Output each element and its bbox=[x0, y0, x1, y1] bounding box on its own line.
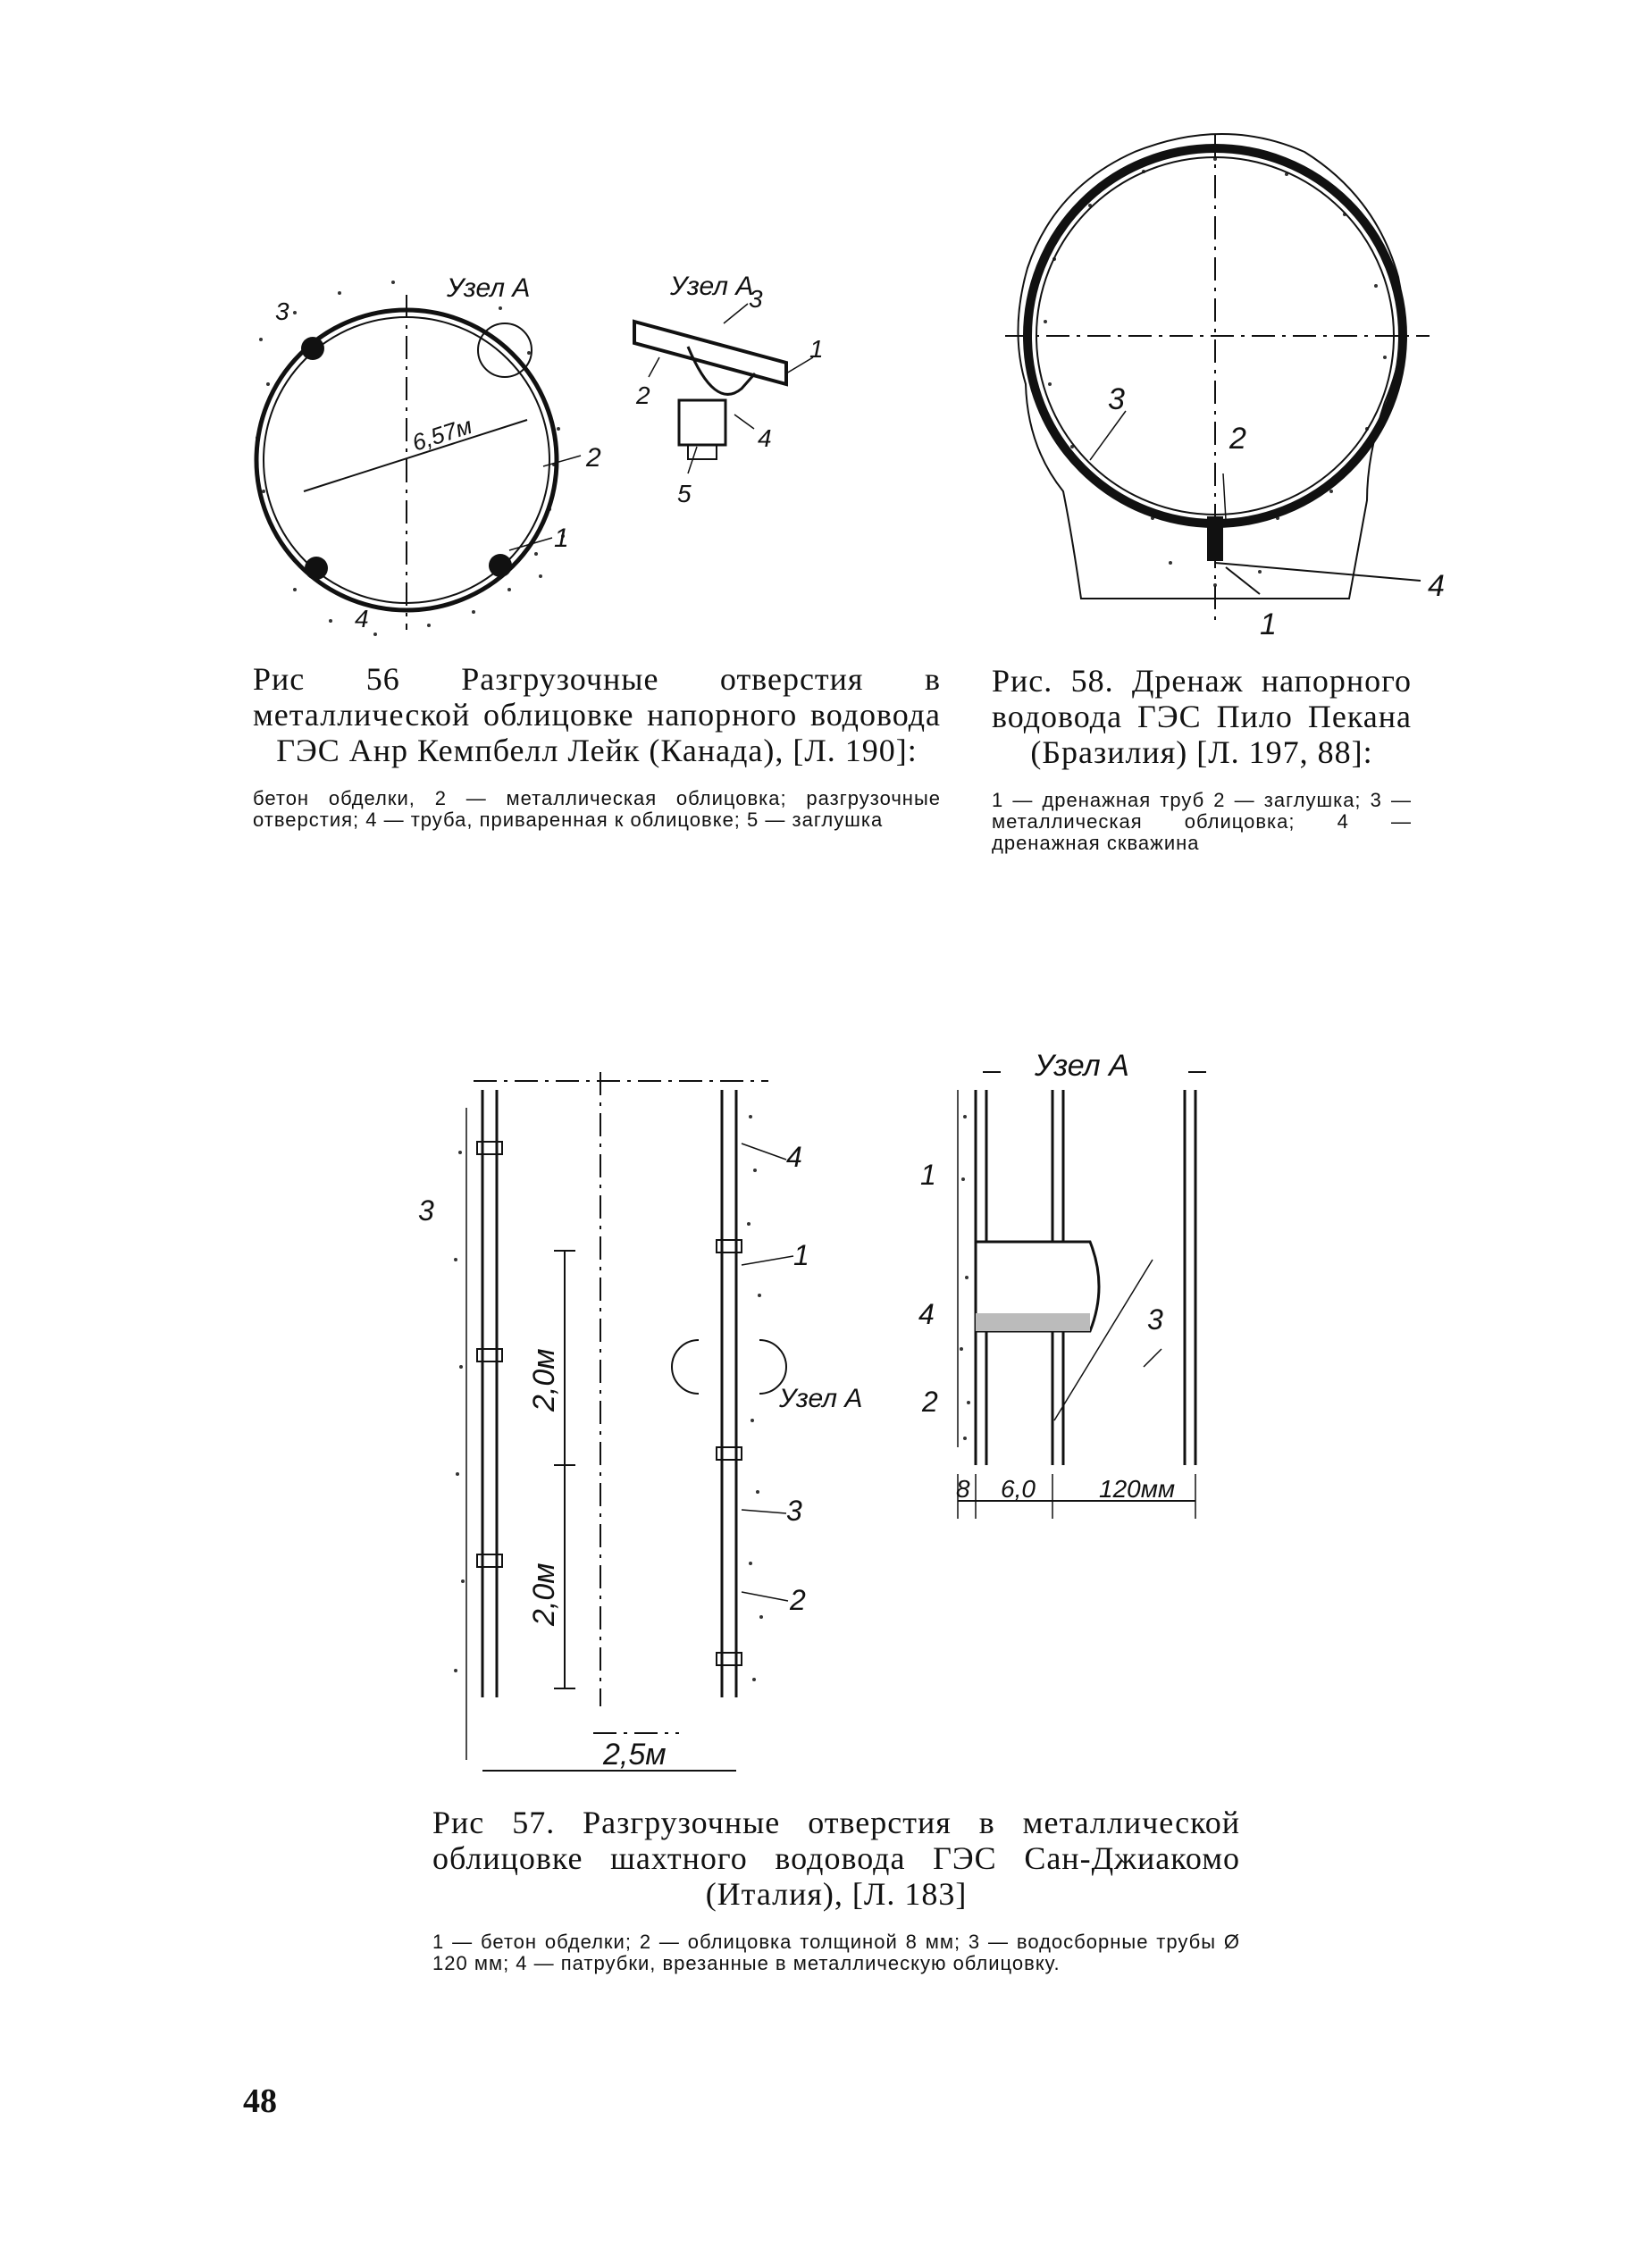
fig57-dim-width: 2,5м bbox=[603, 1738, 667, 1772]
fig56-detail-label-2: 2 bbox=[636, 381, 650, 409]
fig56-label-3: 3 bbox=[275, 297, 289, 325]
fig56-label-node-left: Узел А bbox=[447, 273, 531, 303]
fig56-caption-title: Рис 56 Разгрузочные отверстия в металлической облицовке напорного водовода ГЭС Анр Кемпбелл Лейк (Канада), [Л. 190]: bbox=[253, 661, 941, 768]
fig58-label-3: 3 bbox=[1108, 382, 1125, 416]
fig56-drawing bbox=[241, 268, 956, 652]
fig57-label-2: 2 bbox=[790, 1584, 806, 1616]
fig57-label-1: 1 bbox=[793, 1239, 809, 1271]
fig57-detail-label-4: 4 bbox=[918, 1298, 935, 1330]
fig56-concrete-dots bbox=[256, 281, 565, 636]
fig56-relief-hole-ul bbox=[301, 337, 324, 360]
fig58-caption-legend: 1 — дренажная труб 2 — заглушка; 3 — металлическая облицовка; 4 — дренажная скважина bbox=[992, 789, 1412, 854]
fig57-detail-label-2: 2 bbox=[922, 1386, 938, 1418]
fig57-dim-8: 8 bbox=[956, 1475, 970, 1503]
fig57-dim-6: 6,0 bbox=[1001, 1475, 1036, 1503]
fig56-detail-label-4: 4 bbox=[758, 424, 772, 452]
fig57-detail-title: Узел А bbox=[1035, 1049, 1129, 1083]
fig56-node-a-detail bbox=[634, 304, 813, 473]
fig58-label-4: 4 bbox=[1428, 569, 1445, 603]
fig56-detail-label-1: 1 bbox=[809, 335, 824, 363]
fig57-label-4: 4 bbox=[786, 1141, 802, 1173]
fig56-detail-label-3: 3 bbox=[749, 285, 763, 313]
fig57-left-wall bbox=[466, 1090, 502, 1760]
fig56-caption-legend: бетон обделки, 2 — металлическая облицовка; разгрузочные отверстия; 4 — труба, приваренная к облицовке; 5 — заглушка bbox=[253, 787, 941, 831]
fig56-detail-label-5: 5 bbox=[677, 480, 692, 507]
fig56-relief-hole-lr bbox=[489, 554, 512, 577]
fig56-label-2: 2 bbox=[586, 443, 601, 473]
fig58-label-2: 2 bbox=[1229, 422, 1246, 456]
fig57-caption bbox=[432, 1805, 1240, 1974]
fig57-dim-upper: 2,0м bbox=[527, 1348, 561, 1412]
fig56-node-a-circle bbox=[478, 323, 532, 377]
fig57-drawing bbox=[411, 1045, 1269, 1805]
fig57-detail-dots bbox=[960, 1115, 970, 1440]
page-number: 48 bbox=[243, 2082, 277, 2120]
fig58-caption-title: Рис. 58. Дренаж напорного водовода ГЭС Пило Пекана (Бразилия) [Л. 197, 88]: bbox=[992, 663, 1412, 770]
fig56-relief-hole-ll bbox=[305, 557, 328, 580]
fig57-caption-title: Рис 57. Разгрузочные отверстия в металлической облицовке шахтного водовода ГЭС Сан-Джиакомо (Италия), [Л. 183] bbox=[432, 1805, 1240, 1912]
fig58-drawing bbox=[992, 116, 1456, 652]
fig57-detail-label-1: 1 bbox=[920, 1159, 936, 1191]
fig57-caption-legend: 1 — бетон обделки; 2 — облицовка толщиной 8 мм; 3 — водосборные трубы Ø 120 мм; 4 — патрубки, врезанные в металлическую облицовку. bbox=[432, 1931, 1240, 1974]
fig56-label-1: 1 bbox=[554, 524, 569, 553]
fig58-label-1: 1 bbox=[1260, 607, 1277, 641]
fig56-caption bbox=[253, 661, 941, 831]
fig57-detail-label-3: 3 bbox=[1147, 1303, 1163, 1336]
fig57-concrete-dots bbox=[454, 1115, 763, 1681]
fig57-label-node: Узел А bbox=[779, 1384, 863, 1413]
fig57-right-wall bbox=[672, 1090, 786, 1697]
fig56-label-dimension: 6,57м bbox=[408, 412, 475, 457]
fig56-label-4: 4 bbox=[355, 605, 369, 633]
fig58-caption bbox=[992, 663, 1412, 854]
fig57-node-a-detail bbox=[958, 1072, 1206, 1519]
fig57-label-3: 3 bbox=[786, 1495, 802, 1527]
fig56-label-node-right: Узел А bbox=[670, 272, 754, 301]
fig57-dim-lower: 2,0м bbox=[527, 1562, 561, 1626]
fig57-dim-120: 120мм bbox=[1099, 1475, 1176, 1503]
fig58-drain-pipe bbox=[1207, 516, 1223, 561]
fig57-label-3-left: 3 bbox=[418, 1194, 434, 1227]
